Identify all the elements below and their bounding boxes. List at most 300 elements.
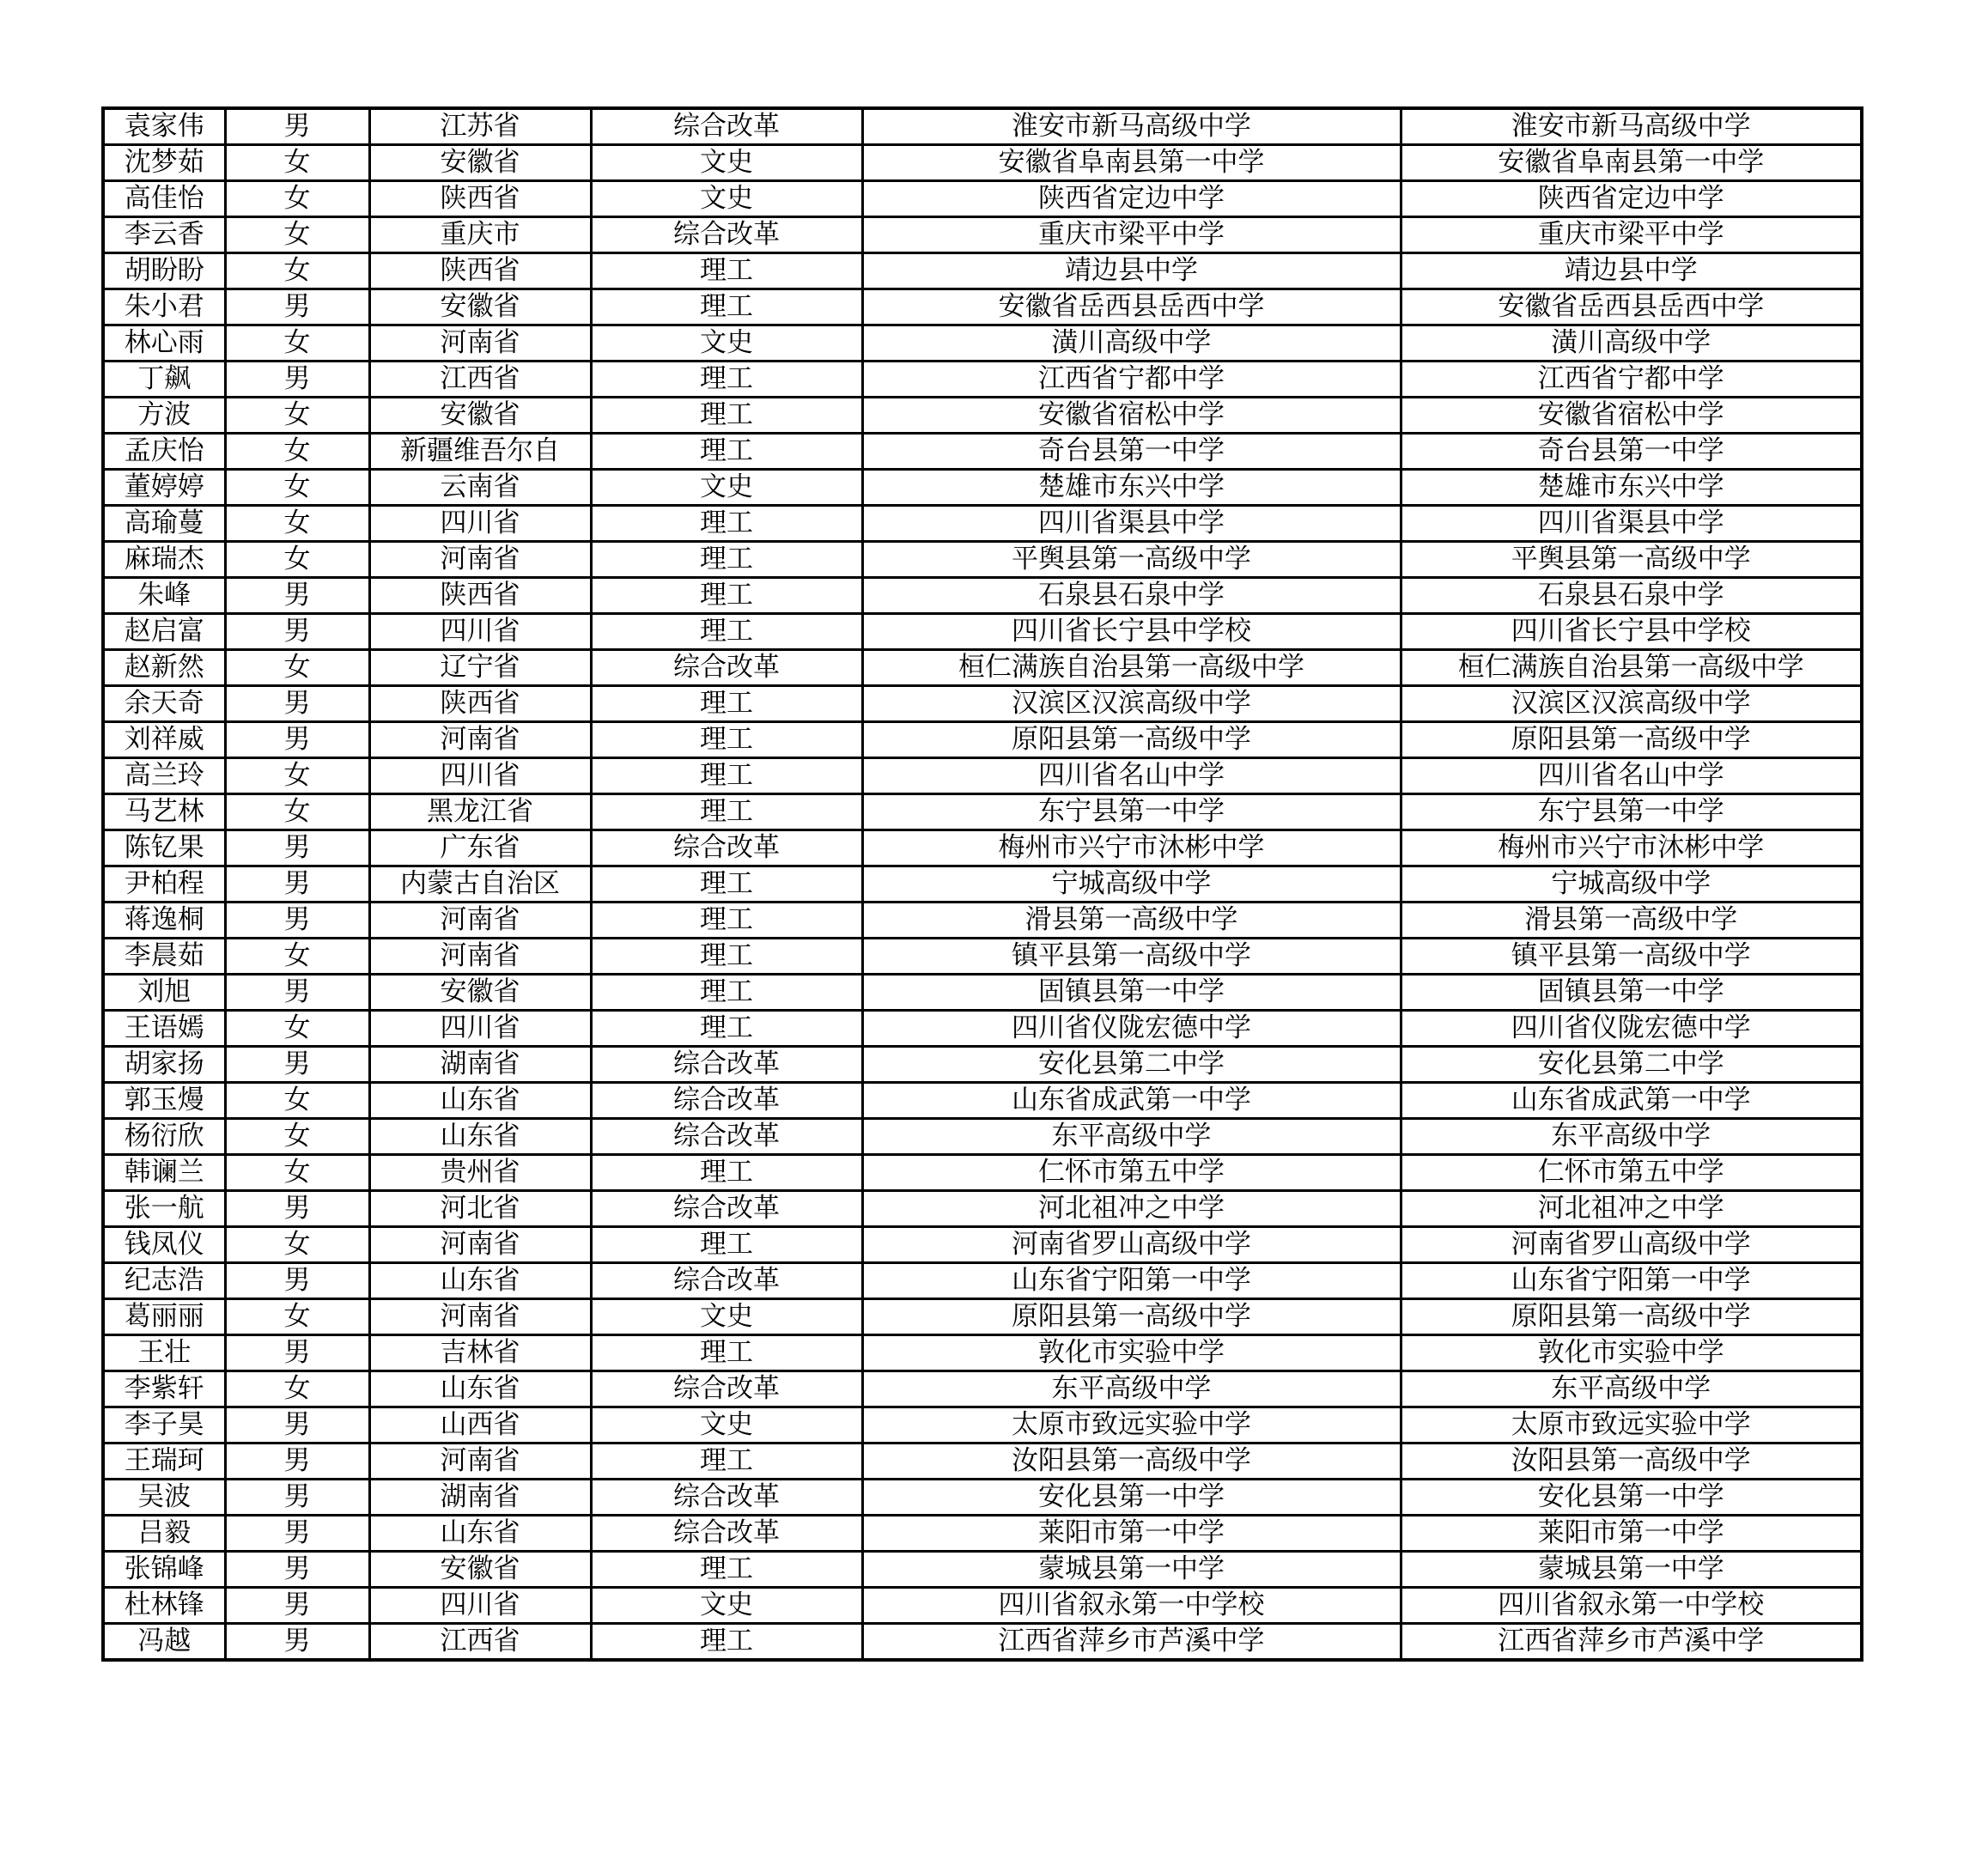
subject-cell: 理工 bbox=[591, 506, 862, 542]
subject-cell: 综合改革 bbox=[591, 108, 862, 145]
name-cell: 余天奇 bbox=[103, 686, 225, 722]
name-cell: 吴波 bbox=[103, 1480, 225, 1516]
table-row bbox=[103, 398, 1862, 434]
table-row bbox=[103, 1011, 1862, 1047]
province-cell: 云南省 bbox=[369, 470, 591, 506]
gender-cell: 男 bbox=[225, 903, 369, 939]
school-cell: 四川省仪陇宏德中学 bbox=[862, 1011, 1401, 1047]
table-row bbox=[103, 1083, 1862, 1119]
source-school-cell: 宁城高级中学 bbox=[1401, 866, 1862, 903]
name-cell: 郭玉熳 bbox=[103, 1083, 225, 1119]
table-row bbox=[103, 614, 1862, 650]
school-cell: 汉滨区汉滨高级中学 bbox=[862, 686, 1401, 722]
name-cell: 麻瑞杰 bbox=[103, 542, 225, 578]
name-cell: 钱凤仪 bbox=[103, 1227, 225, 1263]
gender-cell: 女 bbox=[225, 794, 369, 830]
subject-cell: 理工 bbox=[591, 1444, 862, 1480]
gender-cell: 男 bbox=[225, 1263, 369, 1299]
source-school-cell: 蒙城县第一中学 bbox=[1401, 1552, 1862, 1588]
table-row bbox=[103, 975, 1862, 1011]
gender-cell: 女 bbox=[225, 434, 369, 470]
subject-cell: 综合改革 bbox=[591, 1371, 862, 1407]
source-school-cell: 重庆市梁平中学 bbox=[1401, 217, 1862, 253]
gender-cell: 男 bbox=[225, 975, 369, 1011]
school-cell: 东平高级中学 bbox=[862, 1119, 1401, 1155]
source-school-cell: 安徽省宿松中学 bbox=[1401, 398, 1862, 434]
source-school-cell: 四川省叙永第一中学校 bbox=[1401, 1588, 1862, 1624]
source-school-cell: 固镇县第一中学 bbox=[1401, 975, 1862, 1011]
province-cell: 山东省 bbox=[369, 1371, 591, 1407]
subject-cell: 综合改革 bbox=[591, 1263, 862, 1299]
province-cell: 江西省 bbox=[369, 362, 591, 398]
table-row bbox=[103, 758, 1862, 794]
province-cell: 河南省 bbox=[369, 1299, 591, 1335]
source-school-cell: 靖边县中学 bbox=[1401, 253, 1862, 289]
province-cell: 四川省 bbox=[369, 758, 591, 794]
gender-cell: 男 bbox=[225, 1444, 369, 1480]
gender-cell: 女 bbox=[225, 181, 369, 217]
gender-cell: 女 bbox=[225, 1299, 369, 1335]
school-cell: 奇台县第一中学 bbox=[862, 434, 1401, 470]
province-cell: 陕西省 bbox=[369, 253, 591, 289]
source-school-cell: 安徽省阜南县第一中学 bbox=[1401, 145, 1862, 181]
gender-cell: 女 bbox=[225, 1371, 369, 1407]
province-cell: 吉林省 bbox=[369, 1335, 591, 1371]
subject-cell: 理工 bbox=[591, 1011, 862, 1047]
subject-cell: 文史 bbox=[591, 145, 862, 181]
source-school-cell: 江西省萍乡市芦溪中学 bbox=[1401, 1624, 1862, 1661]
province-cell: 四川省 bbox=[369, 614, 591, 650]
gender-cell: 男 bbox=[225, 686, 369, 722]
subject-cell: 理工 bbox=[591, 434, 862, 470]
source-school-cell: 安化县第二中学 bbox=[1401, 1047, 1862, 1083]
school-cell: 东平高级中学 bbox=[862, 1371, 1401, 1407]
subject-cell: 理工 bbox=[591, 289, 862, 325]
province-cell: 湖南省 bbox=[369, 1480, 591, 1516]
name-cell: 丁飙 bbox=[103, 362, 225, 398]
table-row bbox=[103, 1516, 1862, 1552]
source-school-cell: 太原市致远实验中学 bbox=[1401, 1407, 1862, 1444]
name-cell: 纪志浩 bbox=[103, 1263, 225, 1299]
table-row bbox=[103, 1480, 1862, 1516]
subject-cell: 文史 bbox=[591, 325, 862, 362]
name-cell: 赵启富 bbox=[103, 614, 225, 650]
source-school-cell: 滑县第一高级中学 bbox=[1401, 903, 1862, 939]
name-cell: 杜林锋 bbox=[103, 1588, 225, 1624]
gender-cell: 女 bbox=[225, 253, 369, 289]
table-row bbox=[103, 1624, 1862, 1661]
source-school-cell: 四川省渠县中学 bbox=[1401, 506, 1862, 542]
table-row bbox=[103, 434, 1862, 470]
school-cell: 敦化市实验中学 bbox=[862, 1335, 1401, 1371]
subject-cell: 理工 bbox=[591, 578, 862, 614]
school-cell: 安徽省阜南县第一中学 bbox=[862, 145, 1401, 181]
subject-cell: 综合改革 bbox=[591, 1083, 862, 1119]
source-school-cell: 东平高级中学 bbox=[1401, 1371, 1862, 1407]
table-row bbox=[103, 686, 1862, 722]
province-cell: 安徽省 bbox=[369, 398, 591, 434]
school-cell: 汝阳县第一高级中学 bbox=[862, 1444, 1401, 1480]
source-school-cell: 汉滨区汉滨高级中学 bbox=[1401, 686, 1862, 722]
table-row bbox=[103, 542, 1862, 578]
source-school-cell: 四川省长宁县中学校 bbox=[1401, 614, 1862, 650]
name-cell: 王瑞珂 bbox=[103, 1444, 225, 1480]
gender-cell: 女 bbox=[225, 1119, 369, 1155]
name-cell: 胡家扬 bbox=[103, 1047, 225, 1083]
name-cell: 李子昊 bbox=[103, 1407, 225, 1444]
subject-cell: 文史 bbox=[591, 1299, 862, 1335]
name-cell: 李紫轩 bbox=[103, 1371, 225, 1407]
source-school-cell: 楚雄市东兴中学 bbox=[1401, 470, 1862, 506]
table-row bbox=[103, 362, 1862, 398]
table-row bbox=[103, 866, 1862, 903]
school-cell: 莱阳市第一中学 bbox=[862, 1516, 1401, 1552]
subject-cell: 文史 bbox=[591, 181, 862, 217]
source-school-cell: 河北祖冲之中学 bbox=[1401, 1191, 1862, 1227]
school-cell: 四川省名山中学 bbox=[862, 758, 1401, 794]
gender-cell: 男 bbox=[225, 1407, 369, 1444]
subject-cell: 理工 bbox=[591, 362, 862, 398]
gender-cell: 男 bbox=[225, 1191, 369, 1227]
gender-cell: 女 bbox=[225, 1011, 369, 1047]
school-cell: 淮安市新马高级中学 bbox=[862, 108, 1401, 145]
gender-cell: 女 bbox=[225, 542, 369, 578]
source-school-cell: 桓仁满族自治县第一高级中学 bbox=[1401, 650, 1862, 686]
source-school-cell: 四川省仪陇宏德中学 bbox=[1401, 1011, 1862, 1047]
school-cell: 山东省成武第一中学 bbox=[862, 1083, 1401, 1119]
subject-cell: 理工 bbox=[591, 758, 862, 794]
gender-cell: 男 bbox=[225, 578, 369, 614]
name-cell: 刘祥威 bbox=[103, 722, 225, 758]
school-cell: 安徽省宿松中学 bbox=[862, 398, 1401, 434]
table-row bbox=[103, 794, 1862, 830]
name-cell: 李晨茹 bbox=[103, 939, 225, 975]
school-cell: 四川省长宁县中学校 bbox=[862, 614, 1401, 650]
name-cell: 朱峰 bbox=[103, 578, 225, 614]
name-cell: 王壮 bbox=[103, 1335, 225, 1371]
name-cell: 尹柏程 bbox=[103, 866, 225, 903]
table-row bbox=[103, 1588, 1862, 1624]
school-cell: 原阳县第一高级中学 bbox=[862, 1299, 1401, 1335]
school-cell: 河南省罗山高级中学 bbox=[862, 1227, 1401, 1263]
province-cell: 湖南省 bbox=[369, 1047, 591, 1083]
subject-cell: 文史 bbox=[591, 470, 862, 506]
name-cell: 高兰玲 bbox=[103, 758, 225, 794]
school-cell: 四川省渠县中学 bbox=[862, 506, 1401, 542]
school-cell: 东宁县第一中学 bbox=[862, 794, 1401, 830]
school-cell: 江西省萍乡市芦溪中学 bbox=[862, 1624, 1401, 1661]
province-cell: 四川省 bbox=[369, 506, 591, 542]
gender-cell: 女 bbox=[225, 398, 369, 434]
table-row bbox=[103, 722, 1862, 758]
table-row bbox=[103, 1119, 1862, 1155]
school-cell: 蒙城县第一中学 bbox=[862, 1552, 1401, 1588]
school-cell: 潢川高级中学 bbox=[862, 325, 1401, 362]
province-cell: 江苏省 bbox=[369, 108, 591, 145]
gender-cell: 女 bbox=[225, 506, 369, 542]
table-row bbox=[103, 939, 1862, 975]
source-school-cell: 陕西省定边中学 bbox=[1401, 181, 1862, 217]
name-cell: 方波 bbox=[103, 398, 225, 434]
subject-cell: 综合改革 bbox=[591, 1191, 862, 1227]
name-cell: 孟庆怡 bbox=[103, 434, 225, 470]
source-school-cell: 奇台县第一中学 bbox=[1401, 434, 1862, 470]
province-cell: 广东省 bbox=[369, 830, 591, 866]
source-school-cell: 潢川高级中学 bbox=[1401, 325, 1862, 362]
gender-cell: 男 bbox=[225, 108, 369, 145]
subject-cell: 理工 bbox=[591, 1155, 862, 1191]
province-cell: 贵州省 bbox=[369, 1155, 591, 1191]
subject-cell: 综合改革 bbox=[591, 217, 862, 253]
name-cell: 高佳怡 bbox=[103, 181, 225, 217]
school-cell: 安化县第二中学 bbox=[862, 1047, 1401, 1083]
table-row bbox=[103, 1263, 1862, 1299]
table-row bbox=[103, 903, 1862, 939]
source-school-cell: 敦化市实验中学 bbox=[1401, 1335, 1862, 1371]
source-school-cell: 莱阳市第一中学 bbox=[1401, 1516, 1862, 1552]
subject-cell: 理工 bbox=[591, 253, 862, 289]
province-cell: 河南省 bbox=[369, 903, 591, 939]
table-row bbox=[103, 1299, 1862, 1335]
gender-cell: 女 bbox=[225, 939, 369, 975]
province-cell: 安徽省 bbox=[369, 1552, 591, 1588]
school-cell: 梅州市兴宁市沐彬中学 bbox=[862, 830, 1401, 866]
source-school-cell: 镇平县第一高级中学 bbox=[1401, 939, 1862, 975]
province-cell: 辽宁省 bbox=[369, 650, 591, 686]
name-cell: 张锦峰 bbox=[103, 1552, 225, 1588]
province-cell: 河南省 bbox=[369, 1444, 591, 1480]
source-school-cell: 安化县第一中学 bbox=[1401, 1480, 1862, 1516]
school-cell: 安徽省岳西县岳西中学 bbox=[862, 289, 1401, 325]
gender-cell: 男 bbox=[225, 1516, 369, 1552]
name-cell: 杨衍欣 bbox=[103, 1119, 225, 1155]
subject-cell: 理工 bbox=[591, 1227, 862, 1263]
name-cell: 董婷婷 bbox=[103, 470, 225, 506]
school-cell: 滑县第一高级中学 bbox=[862, 903, 1401, 939]
name-cell: 胡盼盼 bbox=[103, 253, 225, 289]
gender-cell: 男 bbox=[225, 289, 369, 325]
table-row bbox=[103, 830, 1862, 866]
table-row bbox=[103, 1227, 1862, 1263]
gender-cell: 男 bbox=[225, 1047, 369, 1083]
school-cell: 楚雄市东兴中学 bbox=[862, 470, 1401, 506]
subject-cell: 理工 bbox=[591, 722, 862, 758]
source-school-cell: 石泉县石泉中学 bbox=[1401, 578, 1862, 614]
subject-cell: 文史 bbox=[591, 1588, 862, 1624]
province-cell: 安徽省 bbox=[369, 975, 591, 1011]
gender-cell: 男 bbox=[225, 722, 369, 758]
gender-cell: 男 bbox=[225, 1624, 369, 1661]
table-row bbox=[103, 1552, 1862, 1588]
source-school-cell: 山东省成武第一中学 bbox=[1401, 1083, 1862, 1119]
province-cell: 陕西省 bbox=[369, 578, 591, 614]
source-school-cell: 梅州市兴宁市沐彬中学 bbox=[1401, 830, 1862, 866]
province-cell: 陕西省 bbox=[369, 686, 591, 722]
name-cell: 林心雨 bbox=[103, 325, 225, 362]
table-row bbox=[103, 1444, 1862, 1480]
gender-cell: 女 bbox=[225, 1155, 369, 1191]
gender-cell: 男 bbox=[225, 1552, 369, 1588]
province-cell: 山东省 bbox=[369, 1263, 591, 1299]
table-row bbox=[103, 325, 1862, 362]
gender-cell: 女 bbox=[225, 1227, 369, 1263]
source-school-cell: 东宁县第一中学 bbox=[1401, 794, 1862, 830]
school-cell: 石泉县石泉中学 bbox=[862, 578, 1401, 614]
province-cell: 陕西省 bbox=[369, 181, 591, 217]
gender-cell: 男 bbox=[225, 1588, 369, 1624]
name-cell: 张一航 bbox=[103, 1191, 225, 1227]
subject-cell: 理工 bbox=[591, 542, 862, 578]
name-cell: 吕毅 bbox=[103, 1516, 225, 1552]
province-cell: 山东省 bbox=[369, 1083, 591, 1119]
table-row bbox=[103, 1155, 1862, 1191]
table-row bbox=[103, 289, 1862, 325]
subject-cell: 综合改革 bbox=[591, 1047, 862, 1083]
subject-cell: 理工 bbox=[591, 1552, 862, 1588]
subject-cell: 理工 bbox=[591, 614, 862, 650]
gender-cell: 女 bbox=[225, 470, 369, 506]
source-school-cell: 原阳县第一高级中学 bbox=[1401, 1299, 1862, 1335]
subject-cell: 综合改革 bbox=[591, 1119, 862, 1155]
name-cell: 陈钇果 bbox=[103, 830, 225, 866]
province-cell: 安徽省 bbox=[369, 289, 591, 325]
gender-cell: 男 bbox=[225, 866, 369, 903]
province-cell: 河南省 bbox=[369, 939, 591, 975]
school-cell: 平舆县第一高级中学 bbox=[862, 542, 1401, 578]
table-row bbox=[103, 1191, 1862, 1227]
subject-cell: 理工 bbox=[591, 1624, 862, 1661]
source-school-cell: 四川省名山中学 bbox=[1401, 758, 1862, 794]
table-row bbox=[103, 181, 1862, 217]
table-row bbox=[103, 217, 1862, 253]
province-cell: 新疆维吾尔自 bbox=[369, 434, 591, 470]
gender-cell: 男 bbox=[225, 830, 369, 866]
subject-cell: 综合改革 bbox=[591, 650, 862, 686]
name-cell: 马艺林 bbox=[103, 794, 225, 830]
province-cell: 四川省 bbox=[369, 1011, 591, 1047]
table-row bbox=[103, 108, 1862, 145]
source-school-cell: 东平高级中学 bbox=[1401, 1119, 1862, 1155]
subject-cell: 理工 bbox=[591, 975, 862, 1011]
gender-cell: 女 bbox=[225, 758, 369, 794]
school-cell: 靖边县中学 bbox=[862, 253, 1401, 289]
subject-cell: 理工 bbox=[591, 903, 862, 939]
table-row bbox=[103, 578, 1862, 614]
school-cell: 镇平县第一高级中学 bbox=[862, 939, 1401, 975]
gender-cell: 女 bbox=[225, 217, 369, 253]
province-cell: 河南省 bbox=[369, 722, 591, 758]
subject-cell: 文史 bbox=[591, 1407, 862, 1444]
gender-cell: 女 bbox=[225, 650, 369, 686]
source-school-cell: 江西省宁都中学 bbox=[1401, 362, 1862, 398]
school-cell: 山东省宁阳第一中学 bbox=[862, 1263, 1401, 1299]
name-cell: 李云香 bbox=[103, 217, 225, 253]
name-cell: 高瑜蔓 bbox=[103, 506, 225, 542]
school-cell: 桓仁满族自治县第一高级中学 bbox=[862, 650, 1401, 686]
gender-cell: 女 bbox=[225, 1083, 369, 1119]
gender-cell: 女 bbox=[225, 325, 369, 362]
gender-cell: 女 bbox=[225, 145, 369, 181]
source-school-cell: 山东省宁阳第一中学 bbox=[1401, 1263, 1862, 1299]
table-row bbox=[103, 1335, 1862, 1371]
school-cell: 安化县第一中学 bbox=[862, 1480, 1401, 1516]
source-school-cell: 平舆县第一高级中学 bbox=[1401, 542, 1862, 578]
name-cell: 蒋逸桐 bbox=[103, 903, 225, 939]
table-row bbox=[103, 1407, 1862, 1444]
student-roster-table bbox=[101, 106, 1863, 1662]
province-cell: 江西省 bbox=[369, 1624, 591, 1661]
gender-cell: 男 bbox=[225, 362, 369, 398]
school-cell: 仁怀市第五中学 bbox=[862, 1155, 1401, 1191]
school-cell: 河北祖冲之中学 bbox=[862, 1191, 1401, 1227]
name-cell: 赵新然 bbox=[103, 650, 225, 686]
name-cell: 冯越 bbox=[103, 1624, 225, 1661]
province-cell: 内蒙古自治区 bbox=[369, 866, 591, 903]
subject-cell: 理工 bbox=[591, 686, 862, 722]
school-cell: 四川省叙永第一中学校 bbox=[862, 1588, 1401, 1624]
school-cell: 陕西省定边中学 bbox=[862, 181, 1401, 217]
province-cell: 河南省 bbox=[369, 542, 591, 578]
subject-cell: 理工 bbox=[591, 866, 862, 903]
gender-cell: 男 bbox=[225, 1480, 369, 1516]
province-cell: 重庆市 bbox=[369, 217, 591, 253]
table-row bbox=[103, 650, 1862, 686]
province-cell: 河南省 bbox=[369, 1227, 591, 1263]
school-cell: 原阳县第一高级中学 bbox=[862, 722, 1401, 758]
gender-cell: 男 bbox=[225, 1335, 369, 1371]
subject-cell: 理工 bbox=[591, 1335, 862, 1371]
name-cell: 王语嫣 bbox=[103, 1011, 225, 1047]
school-cell: 江西省宁都中学 bbox=[862, 362, 1401, 398]
name-cell: 葛丽丽 bbox=[103, 1299, 225, 1335]
source-school-cell: 河南省罗山高级中学 bbox=[1401, 1227, 1862, 1263]
school-cell: 重庆市梁平中学 bbox=[862, 217, 1401, 253]
school-cell: 固镇县第一中学 bbox=[862, 975, 1401, 1011]
subject-cell: 综合改革 bbox=[591, 830, 862, 866]
subject-cell: 理工 bbox=[591, 398, 862, 434]
table-row bbox=[103, 145, 1862, 181]
table-row bbox=[103, 506, 1862, 542]
name-cell: 沈梦茹 bbox=[103, 145, 225, 181]
province-cell: 河南省 bbox=[369, 325, 591, 362]
table-row bbox=[103, 470, 1862, 506]
province-cell: 四川省 bbox=[369, 1588, 591, 1624]
province-cell: 黑龙江省 bbox=[369, 794, 591, 830]
name-cell: 朱小君 bbox=[103, 289, 225, 325]
name-cell: 刘旭 bbox=[103, 975, 225, 1011]
source-school-cell: 汝阳县第一高级中学 bbox=[1401, 1444, 1862, 1480]
school-cell: 宁城高级中学 bbox=[862, 866, 1401, 903]
source-school-cell: 安徽省岳西县岳西中学 bbox=[1401, 289, 1862, 325]
province-cell: 河北省 bbox=[369, 1191, 591, 1227]
subject-cell: 综合改革 bbox=[591, 1516, 862, 1552]
province-cell: 山西省 bbox=[369, 1407, 591, 1444]
source-school-cell: 仁怀市第五中学 bbox=[1401, 1155, 1862, 1191]
province-cell: 山东省 bbox=[369, 1516, 591, 1552]
name-cell: 袁家伟 bbox=[103, 108, 225, 145]
table-row bbox=[103, 253, 1862, 289]
subject-cell: 综合改革 bbox=[591, 1480, 862, 1516]
roster-body bbox=[103, 108, 1862, 1660]
source-school-cell: 淮安市新马高级中学 bbox=[1401, 108, 1862, 145]
gender-cell: 男 bbox=[225, 614, 369, 650]
table-row bbox=[103, 1371, 1862, 1407]
subject-cell: 理工 bbox=[591, 794, 862, 830]
source-school-cell: 原阳县第一高级中学 bbox=[1401, 722, 1862, 758]
province-cell: 山东省 bbox=[369, 1119, 591, 1155]
name-cell: 韩谰兰 bbox=[103, 1155, 225, 1191]
province-cell: 安徽省 bbox=[369, 145, 591, 181]
